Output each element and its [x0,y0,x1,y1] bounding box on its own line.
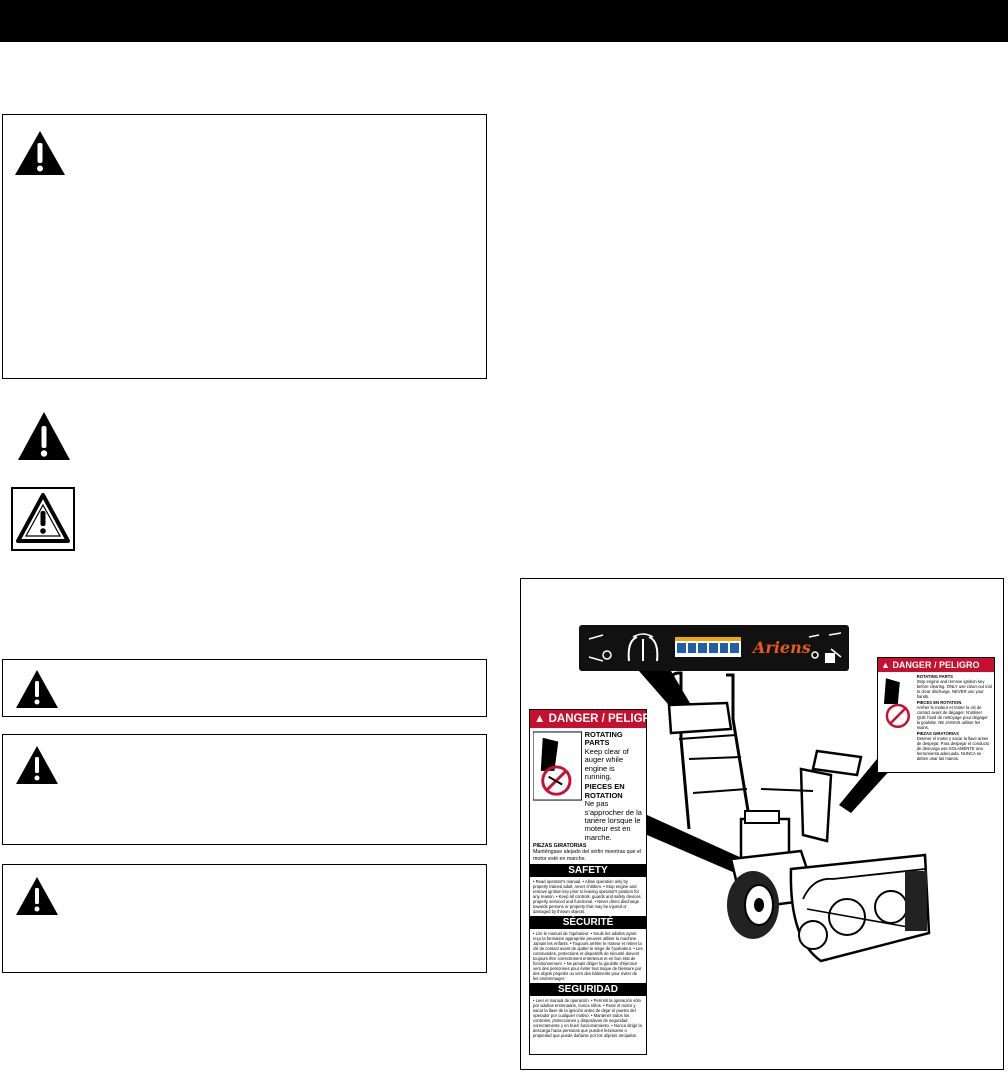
safety-alert-icon [11,487,75,551]
chute-danger-decal [877,657,995,773]
brand-logo: Ariens [753,638,811,657]
rotating-parts-text: Stop engine and remove ignition key before clearing. ONLY use clean-out tool to clear discharge. NEVER use your hands. [916,679,992,699]
warning-triangle-icon [15,745,59,785]
warning-pictogram-strip [675,637,741,657]
pieces-rotation-text: Ne pas s'approcher de la tarière lorsque le moteur est en marche. [584,799,642,842]
chute-rotation-icon [623,631,663,665]
warning-triangle-icon [15,669,59,709]
warning-box [2,659,487,717]
rotating-parts-text: Keep clear of auger while engine is running. [584,746,629,782]
seguridad-band: SEGURIDAD [530,983,646,996]
danger-header-text: DANGER / PELIGRO [548,713,660,725]
warning-box [2,114,487,379]
auger-hazard-pictogram [533,731,582,801]
piezas-giratorias-title: PIEZAS GIRATORIAS [916,731,959,736]
decal-location-figure [520,578,1004,1070]
rotating-parts-title: ROTATING PARTS [916,674,953,679]
warning-box [2,864,487,973]
danger-alert-icon: ▲ [534,713,546,725]
danger-header [878,658,994,672]
auger-danger-decal [529,709,660,1055]
chute-control-icon [585,631,619,665]
seguridad-text: • Leer el manual de operación. • Permitir la operación sólo por adultos entrenados, nunca niños. • Parar el motor y sacar la llave de la ignición antes de dejar el puesto del operador por cualquier motivo. • Mantener todos los controles, protecciones y dispositivos de seguridad correctamente y en buen funcionamiento. • Nunca dirigir la descarga hacia personas que pueden lesionarse o propiedad que puede dañarse por los objetos arrojados. [533,997,642,1038]
danger-header-text: DANGER / PELIGRO [892,660,980,670]
danger-alert-icon: ▲ [881,660,890,670]
warning-triangle-icon [16,410,72,462]
drive-control-icon [805,629,845,667]
piezas-giratorias-text: Manténgase alejado del sinfín mientras que el motor esté en marche. [533,849,642,862]
danger-header [530,710,660,728]
safety-text: • Read operator's manual. • Allow operation only by properly trained adult, never children. • Stop engine and remove ignition key prior to leaving operator's position for any reason. • Keep all controls, guards and safety devices properly serviced and functional. • Never direct discharge towards persons or property that may be injured or damaged by thrown objects. [533,878,641,914]
rotating-parts-title: ROTATING PARTS [584,730,623,748]
console-decal [579,625,849,671]
warning-triangle-icon [15,876,59,916]
pieces-rotation-text: Arrêter le moteur et retirer la clé de contact avant de dégager. N'utiliser QUE l'outil de nettoyage pour dégager la goulotte. NE JAMAIS utiliser les mains. [916,705,988,730]
safety-band: SAFETY [530,864,646,877]
header-bar [0,0,1008,42]
warning-box [2,734,487,845]
warning-triangle-icon [13,129,67,177]
piezas-giratorias-text: Detener el motor y sacar la llave antes de despejar. Para despejar el conducto de descarga use SOLAMENTE una herramienta adecuada. NUNCA se deben usar las manos. [916,736,990,761]
piezas-giratorias-title: PIEZAS GIRATORIAS [533,843,587,850]
chute-hazard-pictogram [880,674,914,734]
pieces-rotation-title: PIECES EN ROTATION [584,782,625,800]
securite-text: • Lire le manuel de l'opérateur. • Seuls les adultes ayant reçu la formation appropriée peuvent utiliser la machine. Jamais les enfants. • Toujours arrêter le moteur et retirer la clé de contact avant de quitter le siège de l'opérateur. • Les commandes, protections et dispositifs de sécurité doivent toujours être correctement entretenus et en bon état de fonctionnement. • Ne jamais diriger la goulotte d'éjection vers des personnes pour éviter tout risque de blessure par des objets projetés ou vers des bâtiments pour éviter de les endommager. [533,930,643,981]
pieces-rotation-title: PIECES EN ROTATION [916,700,962,705]
securite-band: SÉCURITÉ [530,916,646,929]
